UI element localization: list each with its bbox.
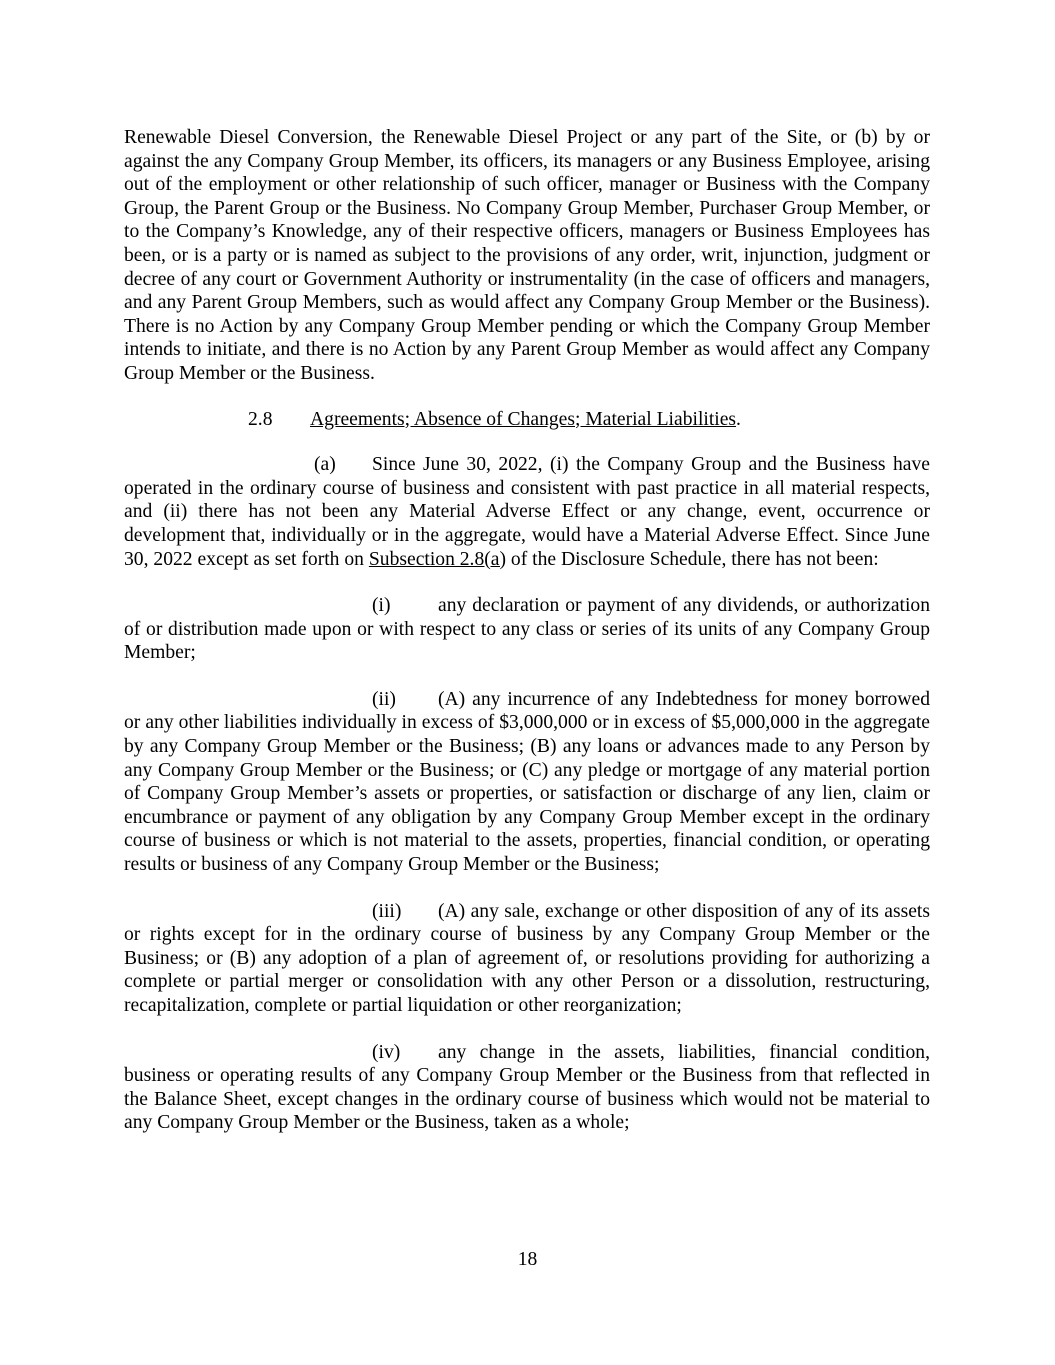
paragraph-a-label: (a) xyxy=(314,454,336,476)
list-item-text: any change in the assets, liabilities, financial condition, business or operating results of any Company Group Member or the Business from that reflected in the Balance Sheet, except changes in the ordinary course of business which would not be material to any Company Group Member or the Business, taken as a whole; xyxy=(124,1041,930,1134)
list-item xyxy=(124,1041,930,1135)
list-item xyxy=(124,900,930,1018)
list-item-label: (iii) xyxy=(372,900,402,922)
document-body xyxy=(124,126,930,1135)
list-item xyxy=(124,594,930,665)
list-item-label: (iv) xyxy=(372,1041,401,1063)
paragraph-a xyxy=(124,453,930,571)
paragraph-a-text-start: Since June 30, 2022, (i) the Company Group and the Business have operated in the ordinary course of business and consistent with past practice in all material respects, and (ii) there has not been any Material Adverse Effect or any change, event, occurrence or development that, individually or in the aggregate, would have a Material Adverse Effect. Since June 30, 2022 except as set forth on xyxy=(124,454,930,570)
continuation-paragraph: Renewable Diesel Conversion, the Renewable Diesel Project or any part of the Site, or (b) by or against the any Company Group Member, its officers, its managers or any Business Employee, arising out of the employment or other relationship of such officer, manager or Business with the Company Group, the Parent Group or the Business. No Company Group Member, Purchaser Group Member, or to the Company’s Knowledge, any of their respective officers, managers or Business Employees has been, or is a party or is named as subject to the provisions of any order, writ, injunction, judgment or decree of any court or Government Authority or instrumentality (in the case of officers and managers, and any Parent Group Members, such as would affect any Company Group Member or the Business). There is no Action by any Company Group Member pending or which the Company Group Member intends to initiate, and there is no Action by any Parent Group Member as would affect any Company Group Member or the Business. xyxy=(124,127,930,384)
disclosure-schedule-reference: Subsection 2.8(a) xyxy=(368,548,507,570)
list-item-label: (ii) xyxy=(372,688,396,710)
list-item xyxy=(124,688,930,877)
paragraph-a-text-end: of the Disclosure Schedule, there has not been: xyxy=(506,548,879,570)
section-title: Agreements; Absence of Changes; Material Liabilities xyxy=(310,408,737,430)
section-title-period: . xyxy=(736,408,741,430)
section-heading xyxy=(124,408,930,432)
list-item-text: any declaration or payment of any dividends, or authorization of or distribution made upon or with respect to any class or series of its units of any Company Group Member; xyxy=(124,595,930,664)
list-item-label: (i) xyxy=(372,595,391,617)
list-item-text: (A) any sale, exchange or other disposition of any of its assets or rights except for in the ordinary course of business by any Company Group Member or the Business; or (B) any adoption of a plan of agreement of, or resolutions providing for authorizing a complete or partial merger or consolidation with any other Person or a dissolution, restructuring, recapitalization, complete or partial liquidation or other reorganization; xyxy=(124,900,930,1016)
page-number: 18 xyxy=(517,1249,538,1270)
list-item-text: (A) any incurrence of any Indebtedness for money borrowed or any other liabilities individually in excess of $3,000,000 or in excess of $5,000,000 in the aggregate by any Company Group Member or the Business; (B) any loans or advances made to any Person by any Company Group Member or the Business; or (C) any pledge or mortgage of any material portion of Company Group Member’s assets or properties, or satisfaction or discharge of any lien, claim or encumbrance or payment of any obligation by any Company Group Member except in the ordinary course of business or which is not material to the assets, properties, financial condition, or operating results or business of any Company Group Member or the Business; xyxy=(124,688,930,876)
section-number: 2.8 xyxy=(248,408,273,430)
